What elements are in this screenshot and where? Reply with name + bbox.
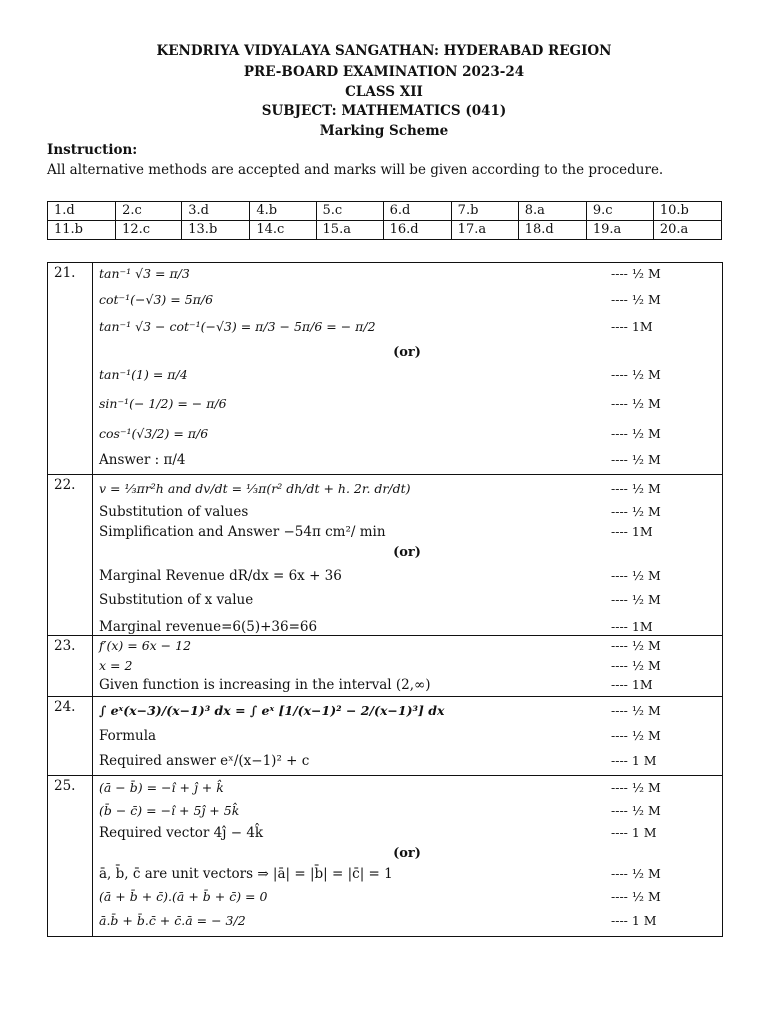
marks-label: ---- ½ M [611,367,661,382]
marks-label: ---- ½ M [611,568,661,583]
answer-cell: 18.d [518,221,586,240]
step-line: cos⁻¹(√3/2) = π/6 [99,426,209,441]
step-line: ā.b̄ + b̄.c̄ + c̄.ā = − 3/2 [99,913,246,928]
answer-key-row [48,221,722,240]
answer-cell: 19.a [586,221,653,240]
marks-label: ---- 1M [611,319,653,334]
question-number: 24. [48,697,93,776]
marks-label: ---- ½ M [611,780,661,795]
step-line: Required vector 4ĵ − 4k̂ [99,825,264,841]
marks-label: ---- ½ M [611,866,661,881]
answer-cell: 3.d [182,202,250,221]
step-line: Marginal Revenue dR/dx = 6x + 36 [99,568,342,584]
answer-cell: 9.c [586,202,653,221]
question-number: 23. [48,636,93,697]
answer-cell: 20.a [653,221,721,240]
step-line: (ā − b̄) = −î + ĵ + k̂ [99,780,224,795]
step-line: cot⁻¹(−√3) = 5π/6 [99,292,214,307]
answer-cell: 1.d [48,202,116,221]
answer-key-table [47,201,722,240]
answer-cell: 13.b [182,221,250,240]
marks-label: ---- ½ M [611,266,661,281]
answer-cell: 10.b [653,202,721,221]
marks-label: ---- 1 M [611,913,657,928]
instruction-title: Instruction: [47,142,138,158]
step-line: v = ⅓πr²h and dv/dt = ⅓π(r² dh/dt + h. 2r. dr/dt) [99,481,411,496]
step-line: ā, b̄, c̄ are unit vectors ⇒ |ā| = |b̄| = |c̄| = 1 [99,866,393,882]
marks-label: ---- ½ M [611,638,661,653]
marks-label: ---- 1M [611,524,653,539]
step-line: Substitution of x value [99,592,254,608]
question-21-block [47,262,723,475]
answer-cell: 14.c [250,221,316,240]
step-line: x = 2 [99,658,133,673]
marks-label: ---- 1M [611,677,653,692]
or-separator: (or) [393,846,421,861]
question-22-block [47,474,723,636]
marks-label: ---- 1M [611,619,653,634]
step-line: sin⁻¹(− 1/2) = − π/6 [99,396,227,411]
marks-label: ---- ½ M [611,504,661,519]
answer-cell: 15.a [316,221,383,240]
marks-label: ---- 1 M [611,753,657,768]
question-23-block [47,635,723,697]
instruction-text: All alternative methods are accepted and marks will be given according to the procedure. [47,162,664,178]
answer-cell: 11.b [48,221,116,240]
marks-label: ---- 1 M [611,825,657,840]
header-title: Marking Scheme [319,123,449,139]
marks-label: ---- ½ M [611,658,661,673]
or-separator: (or) [393,345,421,360]
step-line: Given function is increasing in the interval (2,∞) [99,677,431,693]
answer-cell: 17.a [451,221,518,240]
answer-cell: 2.c [116,202,182,221]
marks-label: ---- ½ M [611,426,661,441]
marks-label: ---- ½ M [611,481,661,496]
header-exam: PRE-BOARD EXAMINATION 2023-24 [243,64,525,80]
answer-cell: 7.b [451,202,518,221]
step-line: Answer : π/4 [99,452,186,468]
step-line: Formula [99,728,157,744]
marks-label: ---- ½ M [611,592,661,607]
question-number: 25. [48,776,93,936]
question-25-block [47,775,723,937]
question-number: 21. [48,263,93,475]
or-separator: (or) [393,545,421,560]
step-line: Substitution of values [99,504,249,520]
answer-cell: 8.a [518,202,586,221]
marks-label: ---- ½ M [611,889,661,904]
header-subject: SUBJECT: MATHEMATICS (041) [261,103,507,119]
marks-label: ---- ½ M [611,703,661,718]
step-line: Marginal revenue=6(5)+36=66 [99,619,318,635]
answer-key-row [48,202,722,221]
step-line: (b̄ − c̄) = −î + 5ĵ + 5k̂ [99,803,240,818]
answer-cell: 6.d [383,202,451,221]
step-line: f′(x) = 6x − 12 [99,638,192,653]
step-line: Required answer eˣ/(x−1)² + c [99,753,310,769]
step-line: Simplification and Answer −54π cm²/ min [99,524,386,540]
question-24-block [47,696,723,776]
header-class: CLASS XII [345,84,423,100]
answer-cell: 12.c [116,221,182,240]
step-line: tan⁻¹ √3 = π/3 [99,266,190,281]
step-line: tan⁻¹ √3 − cot⁻¹(−√3) = π/3 − 5π/6 = − π/2 [99,319,376,334]
header-region: KENDRIYA VIDYALAYA SANGATHAN: HYDERABAD REGION [156,43,612,59]
marks-label: ---- ½ M [611,728,661,743]
marks-label: ---- ½ M [611,396,661,411]
marks-label: ---- ½ M [611,292,661,307]
marks-label: ---- ½ M [611,452,661,467]
step-line: tan⁻¹(1) = π/4 [99,367,188,382]
step-line: (ā + b̄ + c̄).(ā + b̄ + c̄) = 0 [99,889,268,904]
answer-cell: 4.b [250,202,316,221]
answer-cell: 5.c [316,202,383,221]
marks-label: ---- ½ M [611,803,661,818]
question-number: 22. [48,475,93,636]
answer-cell: 16.d [383,221,451,240]
step-line: ∫ eˣ(x−3)/(x−1)³ dx = ∫ eˣ [1/(x−1)² − 2/(x−1)³] dx [99,703,445,718]
